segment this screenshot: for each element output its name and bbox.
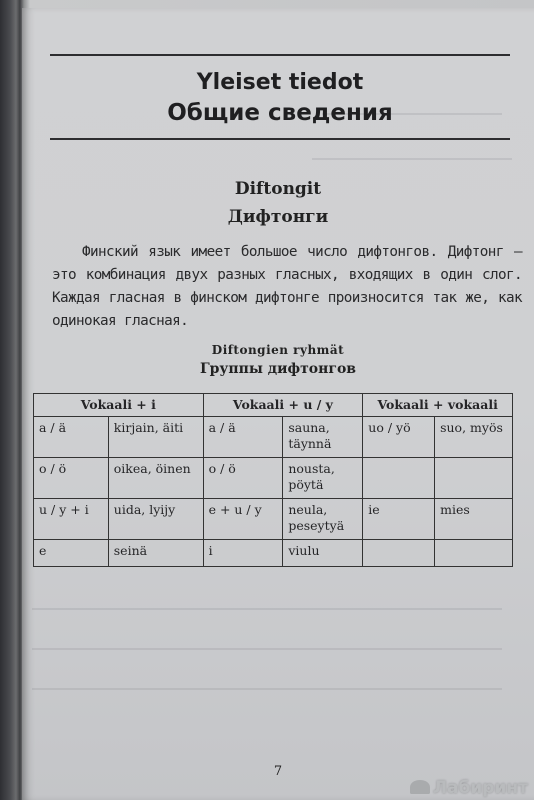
table-cell: sauna, täynnä xyxy=(283,417,363,458)
table-cell: a / ä xyxy=(34,417,109,458)
section-title-ru: Дифтонги xyxy=(227,207,329,227)
table-cell xyxy=(435,458,513,499)
section-title-fi: Diftongit xyxy=(234,179,322,199)
table-cell: ie xyxy=(363,499,435,540)
table-cell: e xyxy=(34,540,109,567)
intro-paragraph: Финский язык имеет большое число дифтонгов. Дифтонг — это комбинация двух разных гласных, входящих в один слог. Каждая гласная в финском дифтонге произносится так же, как одинокая гласная. xyxy=(52,244,522,329)
chapter-header xyxy=(50,54,510,138)
column-header: Vokaali + vokaali xyxy=(363,394,513,417)
table-cell: mies xyxy=(435,499,513,540)
table-cell: a / ä xyxy=(203,417,283,458)
table-cell: o / ö xyxy=(34,458,109,499)
table-cell: e + u / y xyxy=(203,499,283,540)
table-row xyxy=(34,499,513,540)
page-number: 7 xyxy=(273,764,283,779)
table-cell: seinä xyxy=(108,540,203,567)
bleed-through xyxy=(312,158,512,160)
labyrinth-logo-icon xyxy=(410,780,430,794)
groups-title-ru: Группы дифтонгов xyxy=(199,361,357,377)
table-cell xyxy=(435,540,513,567)
chapter-title-ru: Общие сведения xyxy=(167,100,393,126)
table-cell: viulu xyxy=(283,540,363,567)
header-rule-bottom xyxy=(50,138,510,140)
column-header: Vokaali + u / y xyxy=(203,394,363,417)
table-cell: i xyxy=(203,540,283,567)
table-cell: nousta, pöytä xyxy=(283,458,363,499)
table-cell: kirjain, äiti xyxy=(108,417,203,458)
book-page xyxy=(22,8,534,800)
bleed-through xyxy=(32,688,502,690)
table-cell: u / y + i xyxy=(34,499,109,540)
table-cell: neula, peseytyä xyxy=(283,499,363,540)
table-cell xyxy=(363,540,435,567)
header-rule-top xyxy=(50,54,510,56)
table-cell: o / ö xyxy=(203,458,283,499)
watermark xyxy=(410,778,528,798)
table-cell xyxy=(363,458,435,499)
watermark-text: Лабиринт xyxy=(432,778,528,798)
table-cell: suo, myös xyxy=(435,417,513,458)
table-cell: oikea, öinen xyxy=(108,458,203,499)
bleed-through xyxy=(32,648,502,650)
groups-title-fi: Diftongien ryhmät xyxy=(211,343,345,357)
column-header: Vokaali + i xyxy=(34,394,204,417)
table-cell: uida, lyijy xyxy=(108,499,203,540)
bleed-through xyxy=(32,608,502,610)
table-header-row xyxy=(34,394,513,417)
chapter-title-fi: Yleiset tiedot xyxy=(196,70,364,95)
table-row xyxy=(34,540,513,567)
table-row xyxy=(34,417,513,458)
diphthong-table xyxy=(33,393,513,567)
table-cell: uo / yö xyxy=(363,417,435,458)
table-row xyxy=(34,458,513,499)
